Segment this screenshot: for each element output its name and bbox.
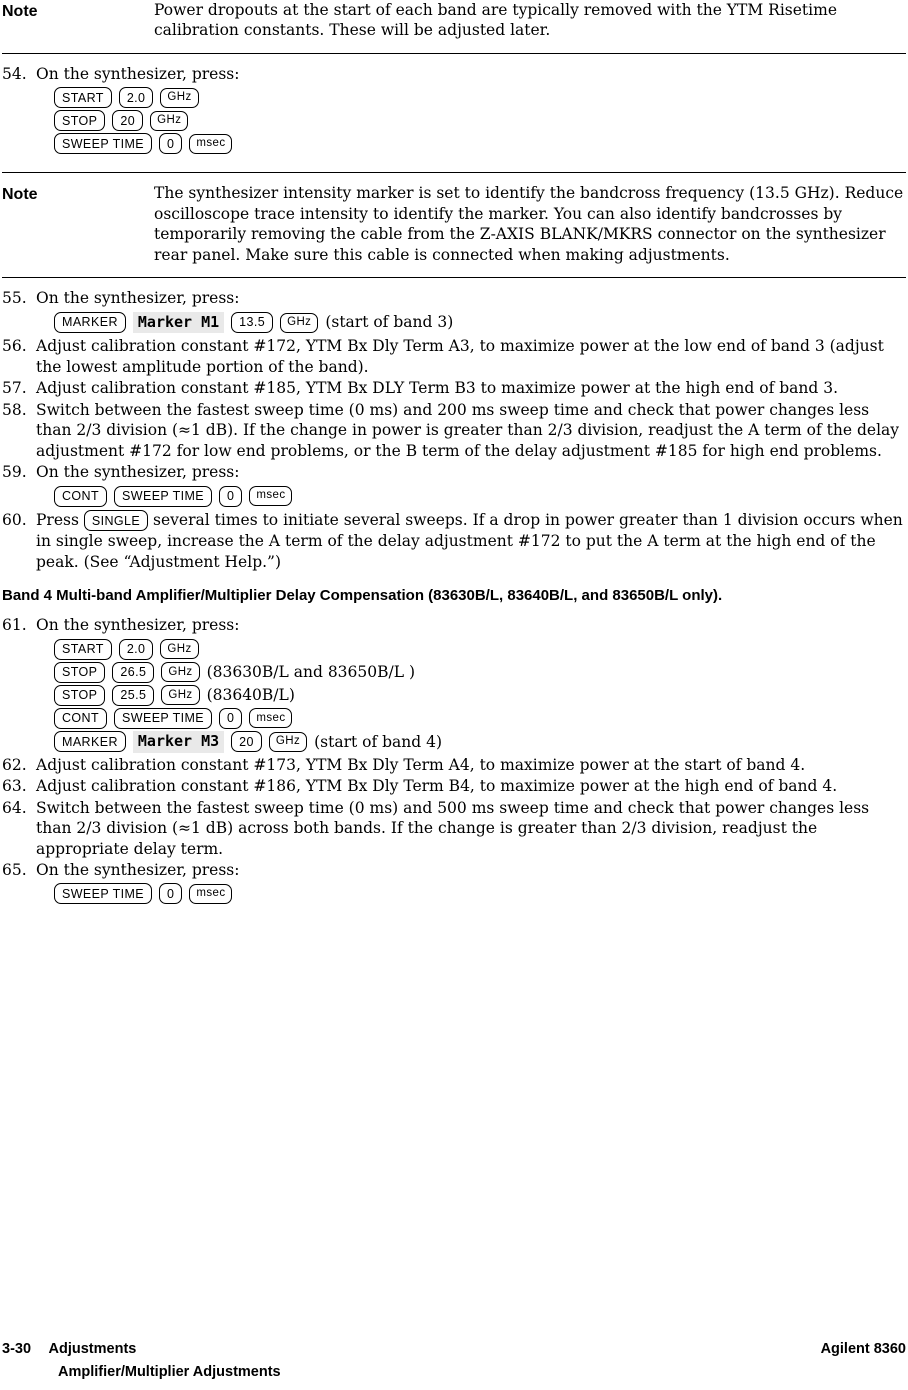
step-63 (2, 776, 906, 796)
divider (2, 172, 906, 173)
key-sequence-annotation: (start of band 3) (325, 313, 454, 332)
step-56 (2, 336, 906, 377)
key-value-0[interactable]: 0 (219, 486, 242, 507)
step-text: Adjust calibration constant #186, YTM Bx Dly Term B4, to maximize power at the high end of band 4. (36, 777, 838, 796)
step-content (36, 400, 906, 461)
key-unit-ghz[interactable]: GHz (150, 111, 188, 131)
step-64 (2, 798, 906, 859)
step-content (36, 755, 906, 775)
key-sequence-sweep-time-0 (54, 883, 906, 904)
section-heading: Band 4 Multi-band Amplifier/Multiplier Delay Compensation (83630B/L, 83640B/L, and 83650B/L only). (2, 587, 723, 605)
step-text: Adjust calibration constant #173, YTM Bx Dly Term A4, to maximize power at the start of band 4. (36, 755, 806, 774)
step-content (36, 615, 906, 753)
key-sequence-annotation: (start of band 4) (314, 732, 443, 751)
spacer (2, 156, 906, 166)
key-value-2-0[interactable]: 2.0 (119, 87, 154, 108)
step-number: 58. (2, 400, 27, 419)
step-text: Switch between the fastest sweep time (0 ms) and 500 ms sweep time and check that power changes less than 2/3 division (≈1 dB) across both bands. If the change is greater than 2/3 division, readjust the appropriate delay term. (36, 798, 870, 858)
key-sequence-start-2ghz (54, 87, 906, 108)
key-sequence-stop-20ghz (54, 110, 906, 131)
step-59 (2, 462, 906, 508)
key-marker[interactable]: MARKER (54, 731, 126, 752)
footer-left (2, 1340, 136, 1359)
key-value-0[interactable]: 0 (219, 708, 242, 729)
key-value-2-0[interactable]: 2.0 (119, 639, 154, 660)
key-value-26-5[interactable]: 26.5 (112, 662, 154, 683)
key-sequence-cont-sweep-time (54, 486, 906, 507)
key-value-25-5[interactable]: 25.5 (112, 685, 154, 706)
note-block-2 (2, 183, 906, 271)
step-text: On the synthesizer, press: (36, 616, 240, 635)
key-sweep-time[interactable]: SWEEP TIME (54, 133, 152, 154)
key-start[interactable]: START (54, 639, 112, 660)
product-name: Agilent 8360 (820, 1340, 906, 1357)
step-number: 61. (2, 616, 27, 635)
step-57 (2, 378, 906, 398)
key-marker[interactable]: MARKER (54, 312, 126, 333)
divider (2, 277, 906, 278)
note-text (154, 0, 906, 41)
step-number: 62. (2, 755, 27, 774)
key-unit-ghz[interactable]: GHz (160, 639, 198, 659)
note-label: Note (2, 186, 38, 204)
step-54 (2, 64, 906, 155)
step-text-post: several times to initiate several sweeps. If a drop in power greater than 1 division occurs when in single sweep, increase the A term of the delay adjustment #172 to put the A term at the high end of the peak. (See “Adjustment Help.”) (36, 510, 903, 571)
display-marker-m3: Marker M3 (133, 731, 224, 753)
key-unit-ghz[interactable]: GHz (161, 662, 199, 682)
note-text (154, 183, 906, 265)
step-text: On the synthesizer, press: (36, 289, 240, 308)
key-unit-ghz[interactable]: GHz (280, 313, 318, 333)
key-sweep-time[interactable]: SWEEP TIME (54, 883, 152, 904)
step-text: Adjust calibration constant #172, YTM Bx Dly Term A3, to maximize power at the low end of band 3 (adjust the lowest amplitude portion of the band). (36, 337, 884, 376)
step-text (36, 510, 906, 573)
step-number: 56. (2, 337, 27, 356)
key-sequence-marker-m1 (54, 312, 906, 334)
key-cont[interactable]: CONT (54, 708, 107, 729)
step-number: 55. (2, 289, 27, 308)
chapter-title: Adjustments (48, 1340, 137, 1357)
step-text: Switch between the fastest sweep time (0 ms) and 200 ms sweep time and check that power changes less than 2/3 division (≈1 dB). If the change in power is greater than 2/3 division, readjust the A term of the delay adjustment #172 for low end problems, or the B term of the delay adjustment #185 for high end problems. (36, 400, 900, 460)
step-content (36, 798, 906, 859)
key-value-20[interactable]: 20 (112, 110, 143, 131)
key-sequence-sweep-time-0 (54, 133, 906, 154)
step-content (36, 336, 906, 377)
step-text: On the synthesizer, press: (36, 860, 240, 879)
key-unit-ghz[interactable]: GHz (161, 685, 199, 705)
key-sequence-annotation: (83640B/L) (206, 686, 295, 705)
step-62 (2, 755, 906, 775)
key-stop[interactable]: STOP (54, 110, 105, 131)
key-sequence-annotation: (83630B/L and 83650B/L ) (206, 663, 416, 682)
step-content (36, 776, 906, 796)
key-value-20[interactable]: 20 (231, 731, 262, 752)
key-stop[interactable]: STOP (54, 662, 105, 683)
key-stop[interactable]: STOP (54, 685, 105, 706)
step-content (36, 64, 906, 155)
key-unit-msec[interactable]: msec (249, 486, 292, 506)
key-unit-ghz[interactable]: GHz (160, 88, 198, 108)
step-65 (2, 860, 906, 906)
note-label: Note (2, 3, 38, 20)
step-number: 57. (2, 379, 27, 398)
step-text: On the synthesizer, press: (36, 463, 240, 482)
key-sequence-marker-m3 (54, 731, 906, 753)
key-value-13-5[interactable]: 13.5 (231, 312, 273, 333)
step-content (36, 378, 906, 398)
footer-top-row (2, 1340, 906, 1359)
step-content (36, 462, 906, 508)
key-sequence-cont-sweep-time (54, 708, 906, 729)
step-number: 54. (2, 64, 27, 83)
key-sequence-stop-26-5ghz (54, 662, 906, 683)
step-text: On the synthesizer, press: (36, 64, 240, 83)
step-55 (2, 288, 906, 335)
key-value-0[interactable]: 0 (159, 883, 182, 904)
key-unit-msec[interactable]: msec (189, 884, 232, 904)
note-block-1 (2, 0, 906, 47)
key-unit-msec[interactable]: msec (189, 134, 232, 154)
key-start[interactable]: START (54, 87, 112, 108)
step-content (36, 510, 906, 573)
step-number: 63. (2, 777, 27, 796)
key-unit-msec[interactable]: msec (249, 708, 292, 728)
step-content (36, 288, 906, 335)
page-number: 3-30 (2, 1340, 32, 1357)
key-single[interactable]: SINGLE (84, 510, 148, 531)
step-content (36, 860, 906, 906)
step-number: 64. (2, 798, 27, 817)
note-paragraph: Power dropouts at the start of each band are typically removed with the YTM Risetime calibration constants. These will be adjusted later. (154, 1, 837, 40)
note-paragraph: The synthesizer intensity marker is set to identify the bandcross frequency (13.5 GHz). Reduce oscilloscope trace intensity to identify the marker. You can also identify bandcrosses by temporarily removing the cable from the Z-AXIS BLANK/MKRS connector on the synthesizer rear panel. Make sure this cable is connected when making adjustments. (154, 184, 904, 264)
key-value-0[interactable]: 0 (159, 133, 182, 154)
divider (2, 53, 906, 54)
page-footer (2, 1340, 906, 1382)
key-cont[interactable]: CONT (54, 486, 107, 507)
key-sweep-time[interactable]: SWEEP TIME (114, 708, 212, 729)
step-58 (2, 400, 906, 461)
step-number: 65. (2, 860, 27, 879)
step-text: Adjust calibration constant #185, YTM Bx DLY Term B3 to maximize power at the high end of band 3. (36, 379, 839, 398)
step-60 (2, 510, 906, 573)
key-sequence-start-2ghz (54, 639, 906, 660)
step-61 (2, 615, 906, 753)
step-number: 59. (2, 463, 27, 482)
display-marker-m1: Marker M1 (133, 312, 224, 334)
key-sequence-stop-25-5ghz (54, 685, 906, 706)
footer-subsection: Amplifier/Multiplier Adjustments (58, 1363, 281, 1380)
key-sweep-time[interactable]: SWEEP TIME (114, 486, 212, 507)
step-number: 60. (2, 510, 27, 529)
key-unit-ghz[interactable]: GHz (269, 732, 307, 752)
step-text-pre: Press (36, 510, 79, 529)
